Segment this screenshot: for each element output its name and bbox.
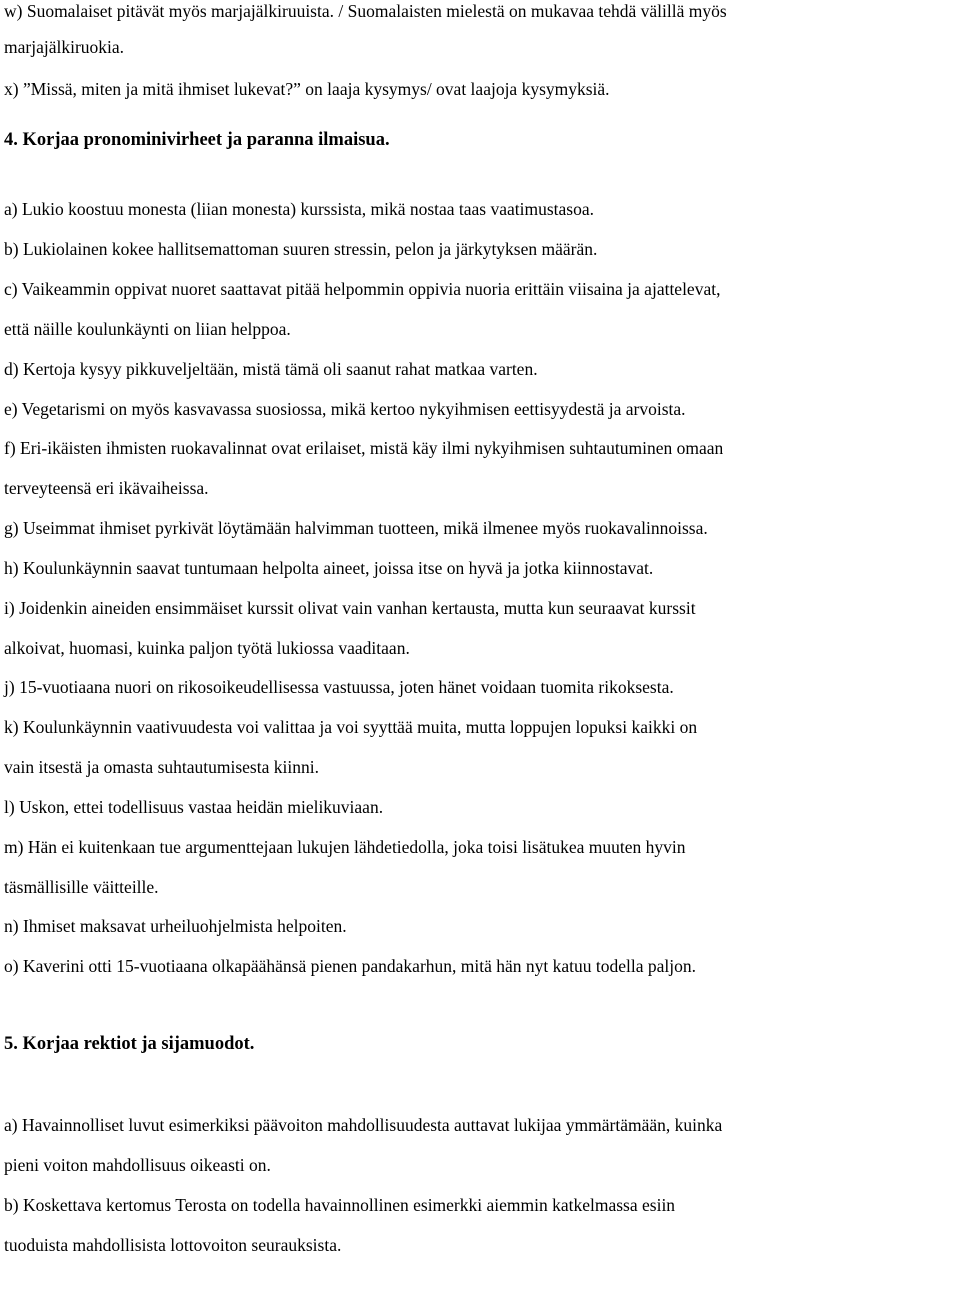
item-4a-line-1: a) Lukio koostuu monesta (liian monesta) kurssista, mikä nostaa taas vaatimustasoa.: [4, 199, 595, 219]
item-4n-line-1: n) Ihmiset maksavat urheiluohjelmista helpoiten.: [4, 916, 347, 936]
item-4i-line-2: alkoivat, huomasi, kuinka paljon työtä lukiossa vaaditaan.: [4, 638, 410, 658]
item-4c-line-1: c) Vaikeammin oppivat nuoret saattavat pitää helpommin oppivia nuoria erittäin viisaina ja ajattelevat,: [4, 279, 721, 299]
item-5a-line-2: pieni voiton mahdollisuus oikeasti on.: [4, 1155, 271, 1175]
item-w-line-2: marjajälkiruokia.: [4, 37, 125, 57]
item-w-line-1: w) Suomalaiset pitävät myös marjajälkiruuista. / Suomalaisten mielestä on mukavaa tehdä välillä myös: [4, 1, 727, 21]
item-4b-line-1: b) Lukiolainen kokee hallitsemattoman suuren stressin, pelon ja järkytyksen määrän.: [4, 239, 598, 259]
item-4k-line-1: k) Koulunkäynnin vaativuudesta voi valittaa ja voi syyttää muita, mutta loppujen lopuksi kaikki on: [4, 717, 698, 737]
item-4c-line-2: että näille koulunkäynti on liian helppoa.: [4, 319, 291, 339]
item-4d-line-1: d) Kertoja kysyy pikkuveljeltään, mistä tämä oli saanut rahat matkaa varten.: [4, 359, 538, 379]
item-4o-line-1: o) Kaverini otti 15-vuotiaana olkapäähänsä pienen pandakarhun, mitä hän nyt katuu todella paljon.: [4, 956, 697, 976]
item-4i-line-1: i) Joidenkin aineiden ensimmäiset kurssit olivat vain vanhan kertausta, mutta kun seuraavat kurssit: [4, 598, 696, 618]
item-4m-line-2: täsmällisille väitteille.: [4, 877, 159, 897]
item-4l-line-1: l) Uskon, ettei todellisuus vastaa heidän mielikuviaan.: [4, 797, 384, 817]
item-4h-line-1: h) Koulunkäynnin saavat tuntumaan helpolta aineet, joissa itse on hyvä ja jotka kiinnostavat.: [4, 558, 654, 578]
item-4k-line-2: vain itsestä ja omasta suhtautumisesta kiinni.: [4, 757, 319, 777]
item-5b-line-1: b) Koskettava kertomus Terosta on todella havainnollinen esimerkki aiemmin katkelmassa esiin: [4, 1195, 676, 1215]
section-5-heading: 5. Korjaa rektiot ja sijamuodot.: [4, 1034, 255, 1054]
item-4m-line-1: m) Hän ei kuitenkaan tue argumenttejaan lukujen lähdetiedolla, joka toisi lisätukea muuten hyvin: [4, 837, 686, 857]
item-5a-line-1: a) Havainnolliset luvut esimerkiksi päävoiton mahdollisuudesta auttavat lukijaa ymmärtämään, kuinka: [4, 1115, 723, 1135]
item-4f-line-1: f) Eri-ikäisten ihmisten ruokavalinnat ovat erilaiset, mistä käy ilmi nykyihmisen suhtautuminen omaan: [4, 438, 724, 458]
item-4e-line-1: e) Vegetarismi on myös kasvavassa suosiossa, mikä kertoo nykyihmisen eettisyydestä ja arvoista.: [4, 399, 686, 419]
item-5b-line-2: tuoduista mahdollisista lottovoiton seurauksista.: [4, 1235, 342, 1255]
item-4f-line-2: terveyteensä eri ikävaiheissa.: [4, 478, 209, 498]
section-4-heading: 4. Korjaa pronominivirheet ja paranna ilmaisua.: [4, 130, 390, 150]
item-x-line-1: x) ”Missä, miten ja mitä ihmiset lukevat?” on laaja kysymys/ ovat laajoja kysymyksiä.: [4, 79, 610, 99]
item-4j-line-1: j) 15-vuotiaana nuori on rikosoikeudellisessa vastuussa, joten hänet voidaan tuomita rikoksesta.: [4, 677, 674, 697]
item-4g-line-1: g) Useimmat ihmiset pyrkivät löytämään halvimman tuotteen, mikä ilmenee myös ruokavalinnoissa.: [4, 518, 708, 538]
